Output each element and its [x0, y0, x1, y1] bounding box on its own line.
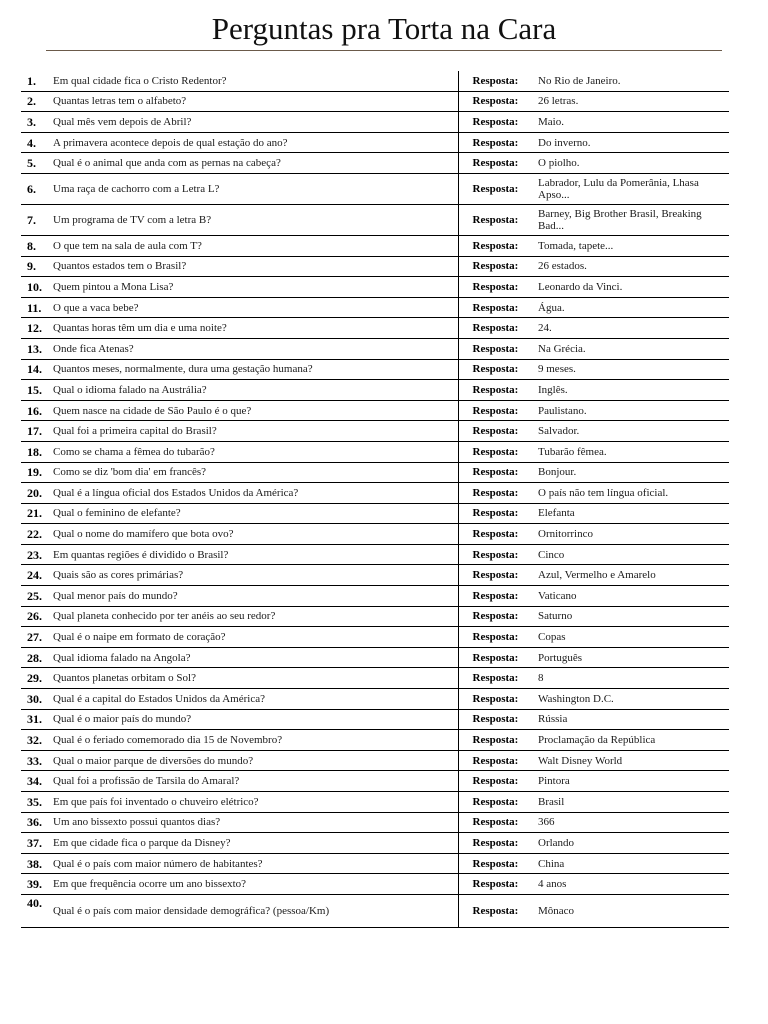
question-text: Onde fica Atenas?: [49, 338, 458, 359]
question-number: 19.: [21, 462, 49, 483]
question-row: [21, 235, 729, 256]
answer-text: O país não tem língua oficial.: [530, 483, 729, 504]
answer-text: 8: [530, 668, 729, 689]
question-text: Como se diz 'bom dia' em francês?: [49, 462, 458, 483]
question-row: [21, 606, 729, 627]
question-text: A primavera acontece depois de qual estação do ano?: [49, 132, 458, 153]
answer-label: Resposta:: [458, 71, 530, 91]
question-number: 16.: [21, 400, 49, 421]
question-text: Quantos meses, normalmente, dura uma gestação humana?: [49, 359, 458, 380]
answer-label: Resposta:: [458, 606, 530, 627]
question-row: [21, 750, 729, 771]
answer-label: Resposta:: [458, 256, 530, 277]
answer-text: O piolho.: [530, 153, 729, 174]
question-number: 25.: [21, 586, 49, 607]
question-number: 7.: [21, 204, 49, 235]
question-number: 5.: [21, 153, 49, 174]
question-text: Qual foi a profissão de Tarsila do Amaral?: [49, 771, 458, 792]
question-number: 27.: [21, 627, 49, 648]
answer-text: Tomada, tapete...: [530, 235, 729, 256]
answer-text: Português: [530, 647, 729, 668]
question-text: Qual é o animal que anda com as pernas na cabeça?: [49, 153, 458, 174]
question-number: 20.: [21, 483, 49, 504]
question-number: 15.: [21, 380, 49, 401]
answer-text: Leonardo da Vinci.: [530, 277, 729, 298]
question-text: Qual é o país com maior densidade demográfica? (pessoa/Km): [49, 894, 458, 927]
question-number: 37.: [21, 833, 49, 854]
question-number: 18.: [21, 441, 49, 462]
question-row: [21, 689, 729, 710]
answer-label: Resposta:: [458, 730, 530, 751]
answer-text: Proclamação da República: [530, 730, 729, 751]
question-row: [21, 730, 729, 751]
question-row: [21, 833, 729, 854]
question-number: 12.: [21, 318, 49, 339]
answer-text: Elefanta: [530, 503, 729, 524]
question-row: [21, 441, 729, 462]
question-row: [21, 627, 729, 648]
question-row: [21, 297, 729, 318]
question-row: [21, 359, 729, 380]
answer-text: Orlando: [530, 833, 729, 854]
answer-label: Resposta:: [458, 380, 530, 401]
answer-label: Resposta:: [458, 792, 530, 813]
answer-label: Resposta:: [458, 153, 530, 174]
question-row: [21, 277, 729, 298]
answer-label: Resposta:: [458, 689, 530, 710]
question-number: 2.: [21, 91, 49, 112]
question-text: Em qual cidade fica o Cristo Redentor?: [49, 71, 458, 91]
answer-label: Resposta:: [458, 297, 530, 318]
answer-text: Cinco: [530, 544, 729, 565]
question-text: Em que frequência ocorre um ano bissexto?: [49, 874, 458, 895]
answer-text: 4 anos: [530, 874, 729, 895]
answer-label: Resposta:: [458, 874, 530, 895]
question-text: Qual é a capital do Estados Unidos da América?: [49, 689, 458, 710]
question-row: [21, 204, 729, 235]
answer-label: Resposta:: [458, 91, 530, 112]
question-text: Qual idioma falado na Angola?: [49, 647, 458, 668]
questions-table-body: [21, 71, 729, 927]
question-number: 3.: [21, 112, 49, 133]
answer-label: Resposta:: [458, 204, 530, 235]
answer-text: 26 letras.: [530, 91, 729, 112]
question-text: Qual o nome do mamífero que bota ovo?: [49, 524, 458, 545]
answer-label: Resposta:: [458, 318, 530, 339]
answer-text: Ornitorrinco: [530, 524, 729, 545]
question-number: 32.: [21, 730, 49, 751]
question-text: Quantas letras tem o alfabeto?: [49, 91, 458, 112]
answer-text: Vaticano: [530, 586, 729, 607]
question-row: [21, 400, 729, 421]
answer-text: 366: [530, 812, 729, 833]
answer-label: Resposta:: [458, 421, 530, 442]
question-row: [21, 421, 729, 442]
question-row: [21, 565, 729, 586]
answer-text: Salvador.: [530, 421, 729, 442]
answer-label: Resposta:: [458, 833, 530, 854]
question-number: 9.: [21, 256, 49, 277]
question-text: Qual o idioma falado na Austrália?: [49, 380, 458, 401]
answer-text: Bonjour.: [530, 462, 729, 483]
question-number: 17.: [21, 421, 49, 442]
answer-label: Resposta:: [458, 750, 530, 771]
question-number: 35.: [21, 792, 49, 813]
answer-label: Resposta:: [458, 668, 530, 689]
answer-label: Resposta:: [458, 277, 530, 298]
question-number: 4.: [21, 132, 49, 153]
answer-text: China: [530, 853, 729, 874]
question-number: 38.: [21, 853, 49, 874]
question-row: [21, 771, 729, 792]
answer-label: Resposta:: [458, 462, 530, 483]
answer-label: Resposta:: [458, 565, 530, 586]
question-number: 24.: [21, 565, 49, 586]
answer-text: Mônaco: [530, 894, 729, 927]
question-row: [21, 853, 729, 874]
questions-table: [21, 71, 729, 928]
answer-label: Resposta:: [458, 441, 530, 462]
question-row: [21, 874, 729, 895]
answer-text: Copas: [530, 627, 729, 648]
question-text: Qual mês vem depois de Abril?: [49, 112, 458, 133]
question-number: 21.: [21, 503, 49, 524]
title-divider: [46, 50, 722, 51]
answer-label: Resposta:: [458, 503, 530, 524]
question-number: 6.: [21, 173, 49, 204]
answer-text: No Rio de Janeiro.: [530, 71, 729, 91]
question-row: [21, 318, 729, 339]
answer-label: Resposta:: [458, 709, 530, 730]
answer-text: Walt Disney World: [530, 750, 729, 771]
question-row: [21, 153, 729, 174]
answer-text: 24.: [530, 318, 729, 339]
answer-label: Resposta:: [458, 112, 530, 133]
question-text: Qual o maior parque de diversões do mundo?: [49, 750, 458, 771]
question-text: O que a vaca bebe?: [49, 297, 458, 318]
question-text: Quem pintou a Mona Lisa?: [49, 277, 458, 298]
answer-text: Barney, Big Brother Brasil, Breaking Bad...: [530, 204, 729, 235]
question-text: Qual é o feriado comemorado dia 15 de Novembro?: [49, 730, 458, 751]
question-number: 26.: [21, 606, 49, 627]
question-text: Como se chama a fêmea do tubarão?: [49, 441, 458, 462]
question-number: 23.: [21, 544, 49, 565]
question-number: 11.: [21, 297, 49, 318]
answer-text: 9 meses.: [530, 359, 729, 380]
question-row: [21, 668, 729, 689]
question-number: 13.: [21, 338, 49, 359]
answer-label: Resposta:: [458, 173, 530, 204]
question-row: [21, 792, 729, 813]
question-text: Em quantas regiões é dividido o Brasil?: [49, 544, 458, 565]
question-text: Qual foi a primeira capital do Brasil?: [49, 421, 458, 442]
question-text: Qual é o maior país do mundo?: [49, 709, 458, 730]
answer-text: Na Grécia.: [530, 338, 729, 359]
question-number: 22.: [21, 524, 49, 545]
answer-text: Inglês.: [530, 380, 729, 401]
answer-text: Labrador, Lulu da Pomerânia, Lhasa Apso...: [530, 173, 729, 204]
question-row: [21, 462, 729, 483]
question-text: Qual é o naipe em formato de coração?: [49, 627, 458, 648]
answer-label: Resposta:: [458, 771, 530, 792]
question-row: [21, 812, 729, 833]
question-row: [21, 524, 729, 545]
question-row: [21, 256, 729, 277]
question-row: [21, 894, 729, 927]
question-row: [21, 483, 729, 504]
question-text: Em que país foi inventado o chuveiro elétrico?: [49, 792, 458, 813]
question-text: Qual é o país com maior número de habitantes?: [49, 853, 458, 874]
answer-label: Resposta:: [458, 894, 530, 927]
question-number: 29.: [21, 668, 49, 689]
question-text: Qual planeta conhecido por ter anéis ao seu redor?: [49, 606, 458, 627]
answer-label: Resposta:: [458, 544, 530, 565]
question-row: [21, 91, 729, 112]
answer-label: Resposta:: [458, 586, 530, 607]
question-number: 34.: [21, 771, 49, 792]
question-row: [21, 647, 729, 668]
question-row: [21, 709, 729, 730]
answer-label: Resposta:: [458, 812, 530, 833]
question-text: Quantos planetas orbitam o Sol?: [49, 668, 458, 689]
question-row: [21, 503, 729, 524]
question-row: [21, 380, 729, 401]
question-text: Quem nasce na cidade de São Paulo é o que?: [49, 400, 458, 421]
question-number: 40.: [21, 894, 49, 927]
answer-text: Pintora: [530, 771, 729, 792]
answer-label: Resposta:: [458, 235, 530, 256]
answer-label: Resposta:: [458, 132, 530, 153]
answer-label: Resposta:: [458, 627, 530, 648]
question-number: 36.: [21, 812, 49, 833]
answer-text: Brasil: [530, 792, 729, 813]
question-text: Um programa de TV com a letra B?: [49, 204, 458, 235]
question-row: [21, 112, 729, 133]
answer-text: Saturno: [530, 606, 729, 627]
question-text: Qual é a língua oficial dos Estados Unidos da América?: [49, 483, 458, 504]
question-text: Quantas horas têm um dia e uma noite?: [49, 318, 458, 339]
answer-label: Resposta:: [458, 400, 530, 421]
answer-label: Resposta:: [458, 483, 530, 504]
question-row: [21, 544, 729, 565]
answer-label: Resposta:: [458, 853, 530, 874]
question-number: 28.: [21, 647, 49, 668]
answer-text: 26 estados.: [530, 256, 729, 277]
answer-label: Resposta:: [458, 338, 530, 359]
answer-label: Resposta:: [458, 359, 530, 380]
page-title: Perguntas pra Torta na Cara: [211, 11, 557, 46]
question-text: Quantos estados tem o Brasil?: [49, 256, 458, 277]
answer-text: Paulistano.: [530, 400, 729, 421]
answer-label: Resposta:: [458, 524, 530, 545]
answer-text: Maio.: [530, 112, 729, 133]
question-number: 31.: [21, 709, 49, 730]
answer-text: Tubarão fêmea.: [530, 441, 729, 462]
answer-text: Azul, Vermelho e Amarelo: [530, 565, 729, 586]
question-row: [21, 173, 729, 204]
question-number: 10.: [21, 277, 49, 298]
question-number: 14.: [21, 359, 49, 380]
question-row: [21, 338, 729, 359]
question-number: 30.: [21, 689, 49, 710]
answer-label: Resposta:: [458, 647, 530, 668]
answer-text: Rússia: [530, 709, 729, 730]
question-text: O que tem na sala de aula com T?: [49, 235, 458, 256]
question-number: 33.: [21, 750, 49, 771]
question-row: [21, 71, 729, 91]
question-number: 39.: [21, 874, 49, 895]
question-number: 8.: [21, 235, 49, 256]
answer-text: Água.: [530, 297, 729, 318]
question-row: [21, 132, 729, 153]
answer-text: Do inverno.: [530, 132, 729, 153]
question-row: [21, 586, 729, 607]
question-number: 1.: [21, 71, 49, 91]
question-text: Em que cidade fica o parque da Disney?: [49, 833, 458, 854]
question-text: Um ano bissexto possui quantos dias?: [49, 812, 458, 833]
question-text: Uma raça de cachorro com a Letra L?: [49, 173, 458, 204]
question-text: Qual o feminino de elefante?: [49, 503, 458, 524]
question-text: Qual menor país do mundo?: [49, 586, 458, 607]
answer-text: Washington D.C.: [530, 689, 729, 710]
question-text: Quais são as cores primárias?: [49, 565, 458, 586]
